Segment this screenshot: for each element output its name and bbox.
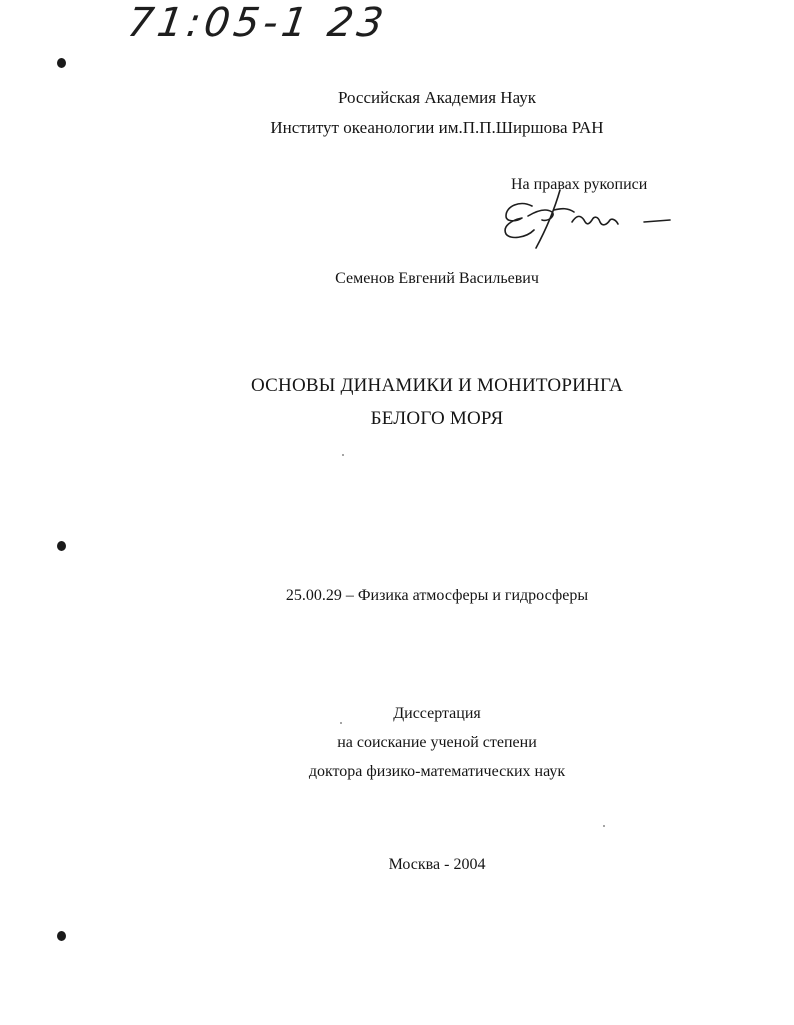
author-signature [498,186,678,252]
punch-hole-bottom [57,931,66,941]
degree-line-2: на соискание ученой степени [337,734,537,751]
scan-speck [603,825,605,827]
registry-number: 71:05-1 23 [124,0,391,46]
degree-line-1: Диссертация [393,705,481,722]
dissertation-title-line-1: ОСНОВЫ ДИНАМИКИ И МОНИТОРИНГА [251,375,623,396]
degree-line-3: доктора физико-математических наук [308,763,566,780]
author-name: Семенов Евгений Васильевич [335,270,539,287]
city-year: Москва - 2004 [388,856,486,873]
manuscript-rights-label: На правах рукописи [511,176,648,193]
punch-hole-middle [57,541,66,551]
dissertation-title-line-2: БЕЛОГО МОРЯ [370,408,504,429]
academy-name: Российская Академия Наук [337,88,537,107]
punch-hole-top [57,58,66,68]
specialty-code: 25.00.29 – Физика атмосферы и гидросферы [285,587,589,604]
scan-speck [342,454,344,456]
institute-name: Институт океанологии им.П.П.Ширшова РАН [270,118,604,137]
